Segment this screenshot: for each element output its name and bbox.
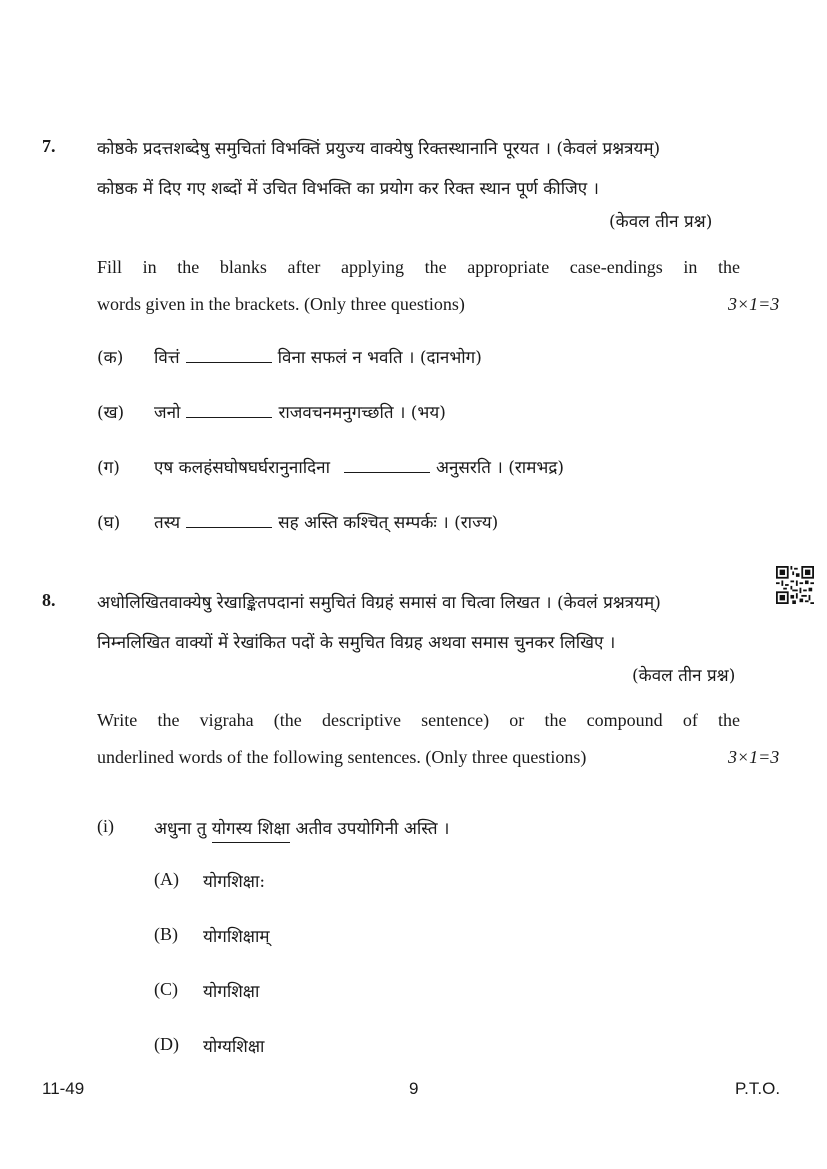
sentence-text-after: अतीव उपयोगिनी अस्ति । <box>295 819 450 839</box>
question-8-marks: 3×1=3 <box>728 747 780 767</box>
q7-item-text-before: जनो <box>154 403 181 423</box>
q7-item-text-after: राजवचनमनुगच्छति । (भय) <box>278 403 446 423</box>
q7-item-gha <box>154 510 498 533</box>
qr-code-icon <box>776 566 814 604</box>
underlined-phrase: योगस्य शिक्षा <box>212 819 290 843</box>
question-8-english-line-2: underlined words of the following sentences. (Only three questions) <box>97 747 587 767</box>
q7-item-text-before: तस्य <box>154 513 181 533</box>
option-text-c: योगशिक्षा <box>203 982 260 1002</box>
q7-item-text-before: वित्तं <box>154 348 180 368</box>
question-8-sanskrit-instruction: अधोलिखितवाक्येषु रेखाङ्कितपदानां समुचितं विग्रहं समासं वा चित्वा लिखत । (केवलं प्रश्नत्रयम्) <box>97 593 661 613</box>
option-text-d: योग्यशिक्षा <box>203 1037 265 1057</box>
q7-item-label: (ग) <box>97 458 120 478</box>
option-text-a: योगशिक्षा: <box>203 872 266 892</box>
fill-blank <box>186 513 272 528</box>
option-label-c: (C) <box>154 979 178 999</box>
paper-code: 11-49 <box>42 1079 85 1098</box>
q8-sub-question-label: (i) <box>97 816 114 836</box>
q8-sub-question-sentence <box>154 816 449 839</box>
q7-item-text-after: अनुसरति । (रामभद्र) <box>436 458 564 478</box>
option-label-b: (B) <box>154 924 178 944</box>
q7-item-label: (क) <box>97 348 124 368</box>
q7-item-ga <box>154 455 564 478</box>
question-7-number: 7. <box>42 136 56 156</box>
question-7-marks: 3×1=3 <box>728 294 780 314</box>
question-7-english-line-2: words given in the brackets. (Only three questions) <box>97 294 465 314</box>
q7-item-kha <box>154 400 446 423</box>
q7-item-label: (ख) <box>97 403 125 423</box>
pto-label: P.T.O. <box>735 1079 781 1098</box>
fill-blank <box>186 403 272 418</box>
sentence-text-before: अधुना तु <box>154 819 207 839</box>
question-8-hindi-note: (केवल तीन प्रश्न) <box>632 666 736 686</box>
q7-item-label: (घ) <box>97 513 121 533</box>
question-7-hindi-instruction: कोष्ठक में दिए गए शब्दों में उचित विभक्ति का प्रयोग कर रिक्त स्थान पूर्ण कीजिए । <box>97 179 599 199</box>
q7-item-ka <box>154 345 482 368</box>
q7-item-text-after: विना सफलं न भवति । (दानभोग) <box>277 348 482 368</box>
option-text-b: योगशिक्षाम् <box>203 927 270 947</box>
page-number: 9 <box>409 1079 419 1098</box>
fill-blank <box>344 458 430 473</box>
question-7-english-line-1: Fill in the blanks after applying the appropriate case-endings in the <box>97 257 740 277</box>
q7-item-text-after: सह अस्ति कश्चित् सम्पर्कः । (राज्य) <box>278 513 499 533</box>
question-8-hindi-instruction: निम्नलिखित वाक्यों में रेखांकित पदों के समुचित विग्रह अथवा समास चुनकर लिखिए । <box>97 633 616 653</box>
option-label-d: (D) <box>154 1034 179 1054</box>
question-7-hindi-note: (केवल तीन प्रश्न) <box>609 212 713 232</box>
q7-item-text-before: एष कलहंसघोषघर्घरानुनादिना <box>154 458 330 478</box>
option-label-a: (A) <box>154 869 179 889</box>
question-7-sanskrit-instruction: कोष्ठके प्रदत्तशब्देषु समुचितां विभक्तिं प्रयुज्य वाक्येषु रिक्तस्थानानि पूरयत । (केवलं प्रश्नत्रयम्) <box>97 139 661 159</box>
question-8-english-line-1: Write the vigraha (the descriptive sentence) or the compound of the <box>97 710 740 730</box>
fill-blank <box>186 348 272 363</box>
question-8-number: 8. <box>42 590 56 610</box>
